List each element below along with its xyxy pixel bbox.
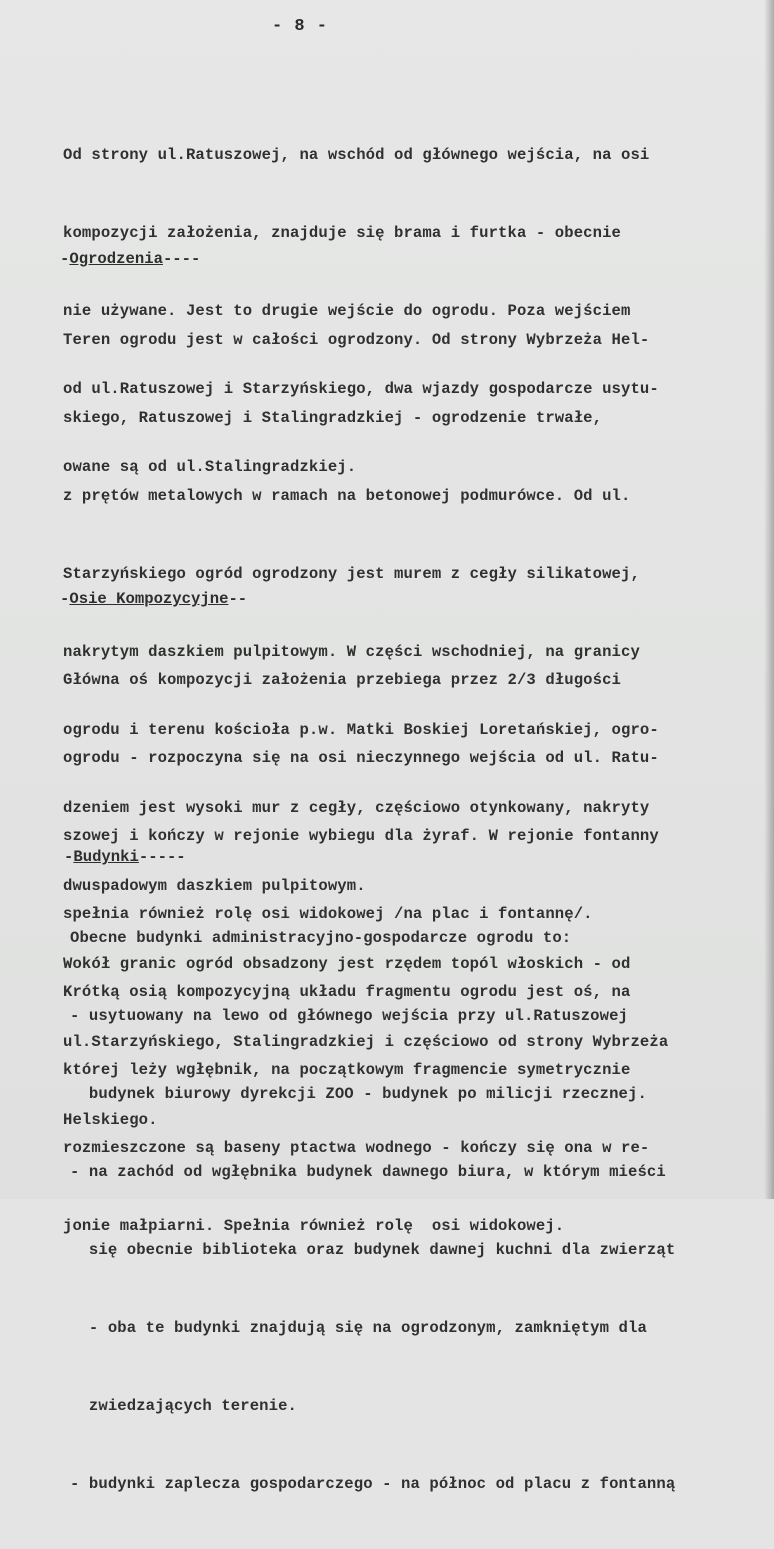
text-line: spełnia również rolę osi widokowej /na plac i fontannę/. <box>63 905 593 923</box>
text-line: Od strony ul.Ratuszowej, na wschód od głównego wejścia, na osi <box>63 146 650 164</box>
text-line: Teren ogrodu jest w całości ogrodzony. Od strony Wybrzeża Hel- <box>63 331 650 349</box>
text-line: szowej i kończy w rejonie wybiegu dla żyraf. W rejonie fontanny <box>63 827 659 845</box>
heading-suffix: ----- <box>138 848 186 866</box>
section-heading-osie-kompozycyjne <box>60 590 247 608</box>
heading-text: Osie Kompozycyjne <box>69 590 229 608</box>
page-edge-shadow <box>764 0 774 1199</box>
text-line: nie używane. Jest to drugie wejście do ogrodu. Poza wejściem <box>63 302 631 320</box>
list-item-continuation: się obecnie biblioteka oraz budynek dawnej kuchni dla zwierząt <box>70 1241 676 1259</box>
heading-suffix: ---- <box>162 250 201 268</box>
list-item-continuation: budynek biurowy dyrekcji ZOO - budynek po milicji rzecznej. <box>70 1085 647 1103</box>
text-line: ogrodu - rozpoczyna się na osi nieczynnego wejścia od ul. Ratu- <box>63 749 659 767</box>
text-line: skiego, Ratuszowej i Stalingradzkiej - ogrodzenie trwałe, <box>63 409 603 427</box>
text-line: Obecne budynki administracyjno-gospodarcze ogrodu to: <box>70 929 572 947</box>
section-heading-budynki <box>64 848 186 866</box>
list-item-continuation: - oba te budynki znajdują się na ogrodzonym, zamkniętym dla <box>70 1319 647 1337</box>
text-line: Wokół granic ogród obsadzony jest rzędem topól włoskich - od <box>63 955 631 973</box>
heading-prefix: - <box>60 590 70 608</box>
section-heading-ogrodzenia <box>60 250 200 268</box>
list-item: - na zachód od wgłębnika budynek dawnego biura, w którym mieści <box>70 1163 666 1181</box>
text-line: ogrodu i terenu kościoła p.w. Matki Boskiej Loretańskiej, ogro- <box>63 721 659 739</box>
text-line: owane są od ul.Stalingradzkiej. <box>63 458 357 476</box>
heading-suffix: -- <box>228 590 248 608</box>
page-number: - 8 - <box>271 17 328 36</box>
text-line: z prętów metalowych w ramach na betonowej podmurówce. Od ul. <box>63 487 631 505</box>
text-line: nakrytym daszkiem pulpitowym. W części wschodniej, na granicy <box>63 643 640 661</box>
text-line: ul.Starzyńskiego, Stalingradzkiej i częściowo od strony Wybrzeża <box>63 1033 669 1051</box>
list-item-continuation: zwiedzających terenie. <box>70 1397 297 1415</box>
text-line: Główna oś kompozycji założenia przebiega przez 2/3 długości <box>63 671 622 689</box>
text-line: dwuspadowym daszkiem pulpitowym. <box>63 877 366 895</box>
text-line: rozmieszczone są baseny ptactwa wodnego - kończy się ona w re- <box>63 1139 650 1157</box>
text-line: dzeniem jest wysoki mur z cegły, częściowo otynkowany, nakryty <box>63 799 650 817</box>
text-line: której leży wgłębnik, na początkowym fragmencie symetrycznie <box>63 1061 631 1079</box>
list-item: - budynki zaplecza gospodarczego - na północ od placu z fontanną <box>70 1475 676 1493</box>
list-item: - usytuowany na lewo od głównego wejścia przy ul.Ratuszowej <box>70 1007 629 1025</box>
text-line: Starzyńskiego ogród ogrodzony jest murem z cegły silikatowej, <box>63 565 640 583</box>
heading-text: Ogrodzenia <box>69 250 163 268</box>
heading-prefix: - <box>60 250 70 268</box>
text-line: od ul.Ratuszowej i Starzyńskiego, dwa wjazdy gospodarcze usytu- <box>63 380 659 398</box>
text-line: Helskiego. <box>63 1111 158 1129</box>
text-line: kompozycji założenia, znajduje się brama i furtka - obecnie <box>63 224 622 242</box>
heading-prefix: - <box>64 848 74 866</box>
heading-text: Budynki <box>73 848 139 866</box>
text-line: jonie małpiarni. Spełnia również rolę osi widokowej. <box>63 1217 565 1235</box>
text-line: Krótką osią kompozycyjną układu fragmentu ogrodu jest oś, na <box>63 983 631 1001</box>
section-body-budynki <box>70 873 675 1549</box>
